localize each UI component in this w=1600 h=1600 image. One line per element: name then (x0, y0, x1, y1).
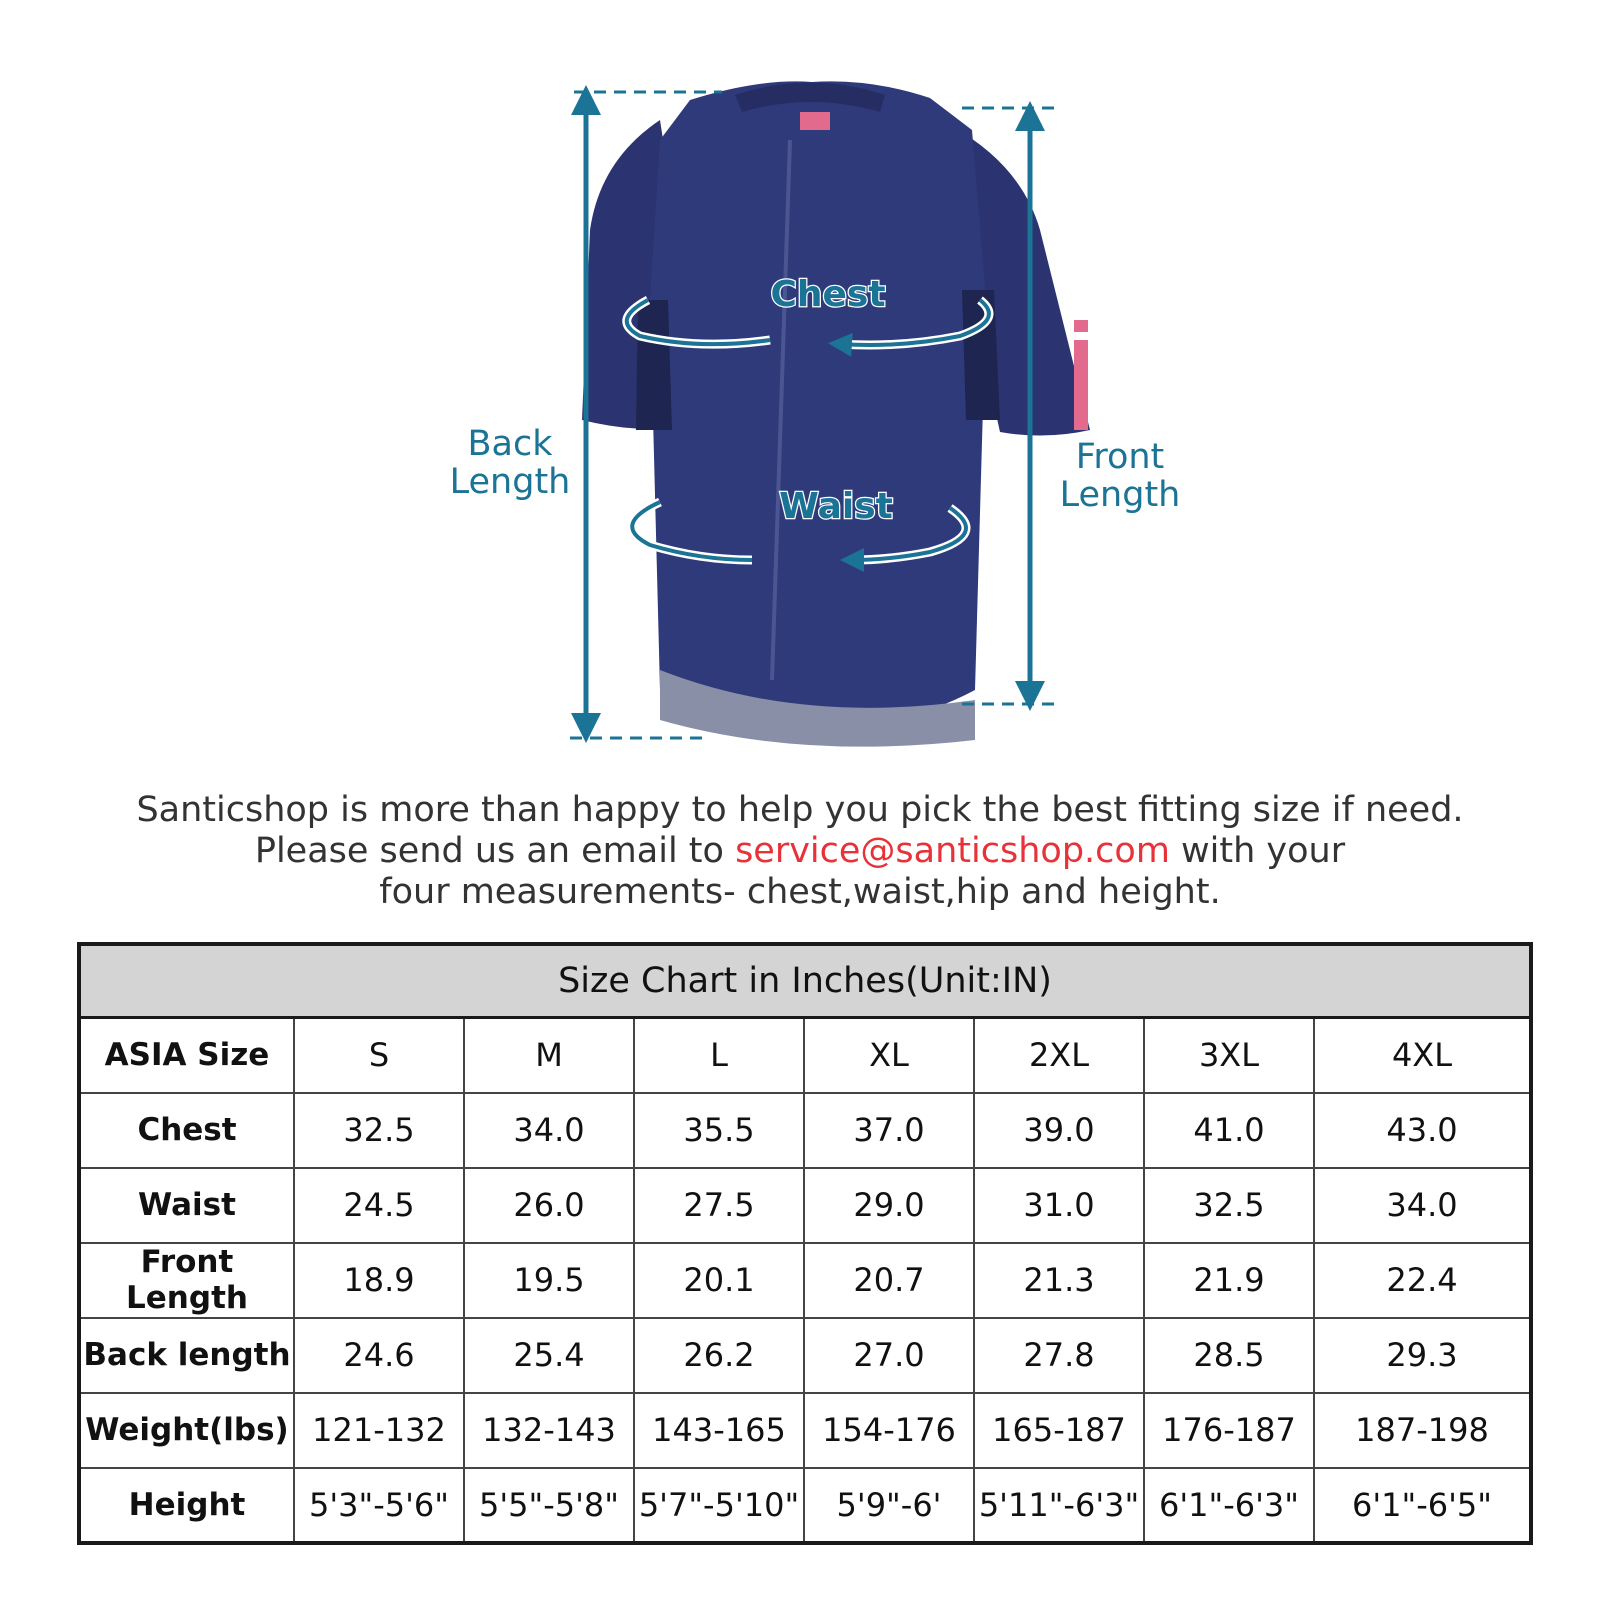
table-cell: 41.0 (1144, 1093, 1314, 1168)
table-cell: 32.5 (1144, 1168, 1314, 1243)
sleeve-logo (1074, 340, 1088, 430)
sizing-help-note (0, 790, 1600, 913)
row-label: Front Length (79, 1243, 294, 1318)
size-header-cell: 4XL (1314, 1018, 1531, 1093)
table-cell: 35.5 (634, 1093, 804, 1168)
table-cell: 5'7"-5'10" (634, 1468, 804, 1543)
table-row (79, 1243, 1531, 1318)
left-side-panel (636, 300, 672, 430)
front-length-label: Front Length (1059, 437, 1181, 515)
table-caption: Size Chart in Inches(Unit:IN) (79, 944, 1531, 1018)
row-label: Height (79, 1468, 294, 1543)
table-cell: 27.5 (634, 1168, 804, 1243)
table-cell: 32.5 (294, 1093, 464, 1168)
table-cell: 143-165 (634, 1393, 804, 1468)
table-cell: 24.5 (294, 1168, 464, 1243)
collar-tag (800, 112, 830, 130)
table-cell: 187-198 (1314, 1393, 1531, 1468)
note-line-2: Please send us an email to service@santicshop.com with your (254, 831, 1346, 871)
table-cell: 27.0 (804, 1318, 974, 1393)
chest-label: Chest (770, 274, 886, 315)
table-cell: 39.0 (974, 1093, 1144, 1168)
table-cell: 6'1"-6'5" (1314, 1468, 1531, 1543)
table-cell: 5'11"-6'3" (974, 1468, 1144, 1543)
table-cell: 19.5 (464, 1243, 634, 1318)
row-label: Chest (79, 1093, 294, 1168)
row-label: Waist (79, 1168, 294, 1243)
size-header-cell: XL (804, 1018, 974, 1093)
table-row (79, 1168, 1531, 1243)
row-label: Back length (79, 1318, 294, 1393)
size-header-row (79, 1018, 1531, 1093)
table-cell: 176-187 (1144, 1393, 1314, 1468)
table-cell: 5'9"-6' (804, 1468, 974, 1543)
table-cell: 20.7 (804, 1243, 974, 1318)
table-cell: 165-187 (974, 1393, 1144, 1468)
table-cell: 22.4 (1314, 1243, 1531, 1318)
table-cell: 34.0 (1314, 1168, 1531, 1243)
table-row (79, 1468, 1531, 1543)
service-email-link[interactable]: service@santicshop.com (735, 831, 1170, 871)
table-cell: 37.0 (804, 1093, 974, 1168)
table-cell: 6'1"-6'3" (1144, 1468, 1314, 1543)
table-row (79, 1093, 1531, 1168)
table-cell: 26.2 (634, 1318, 804, 1393)
jersey-body (650, 81, 986, 730)
right-side-panel (962, 290, 1000, 420)
size-header-cell: 3XL (1144, 1018, 1314, 1093)
waist-label: Waist (779, 486, 893, 527)
table-cell: 27.8 (974, 1318, 1144, 1393)
table-cell: 28.5 (1144, 1318, 1314, 1393)
back-length-label: Back Length (449, 424, 571, 502)
table-cell: 29.0 (804, 1168, 974, 1243)
row-label: Weight(lbs) (79, 1393, 294, 1468)
table-row (79, 1318, 1531, 1393)
table-cell: 132-143 (464, 1393, 634, 1468)
measurement-figure (0, 0, 1600, 780)
size-header-label: ASIA Size (79, 1018, 294, 1093)
table-cell: 25.4 (464, 1318, 634, 1393)
note-line-1: Santicshop is more than happy to help you pick the best fitting size if need. (136, 790, 1464, 830)
table-cell: 34.0 (464, 1093, 634, 1168)
table-cell: 21.9 (1144, 1243, 1314, 1318)
table-row (79, 1393, 1531, 1468)
table-cell: 154-176 (804, 1393, 974, 1468)
table-cell: 20.1 (634, 1243, 804, 1318)
table-cell: 29.3 (1314, 1318, 1531, 1393)
table-cell: 5'5"-5'8" (464, 1468, 634, 1543)
table-cell: 21.3 (974, 1243, 1144, 1318)
table-cell: 43.0 (1314, 1093, 1531, 1168)
size-header-cell: M (464, 1018, 634, 1093)
table-cell: 18.9 (294, 1243, 464, 1318)
note-line-3: four measurements- chest,waist,hip and height. (379, 872, 1221, 912)
table-cell: 24.6 (294, 1318, 464, 1393)
table-cell: 121-132 (294, 1393, 464, 1468)
size-chart-table (77, 942, 1533, 1545)
table-cell: 5'3"-5'6" (294, 1468, 464, 1543)
table-cell: 26.0 (464, 1168, 634, 1243)
size-header-cell: L (634, 1018, 804, 1093)
size-header-cell: 2XL (974, 1018, 1144, 1093)
jersey-illustration (0, 0, 1600, 780)
size-header-cell: S (294, 1018, 464, 1093)
table-cell: 31.0 (974, 1168, 1144, 1243)
